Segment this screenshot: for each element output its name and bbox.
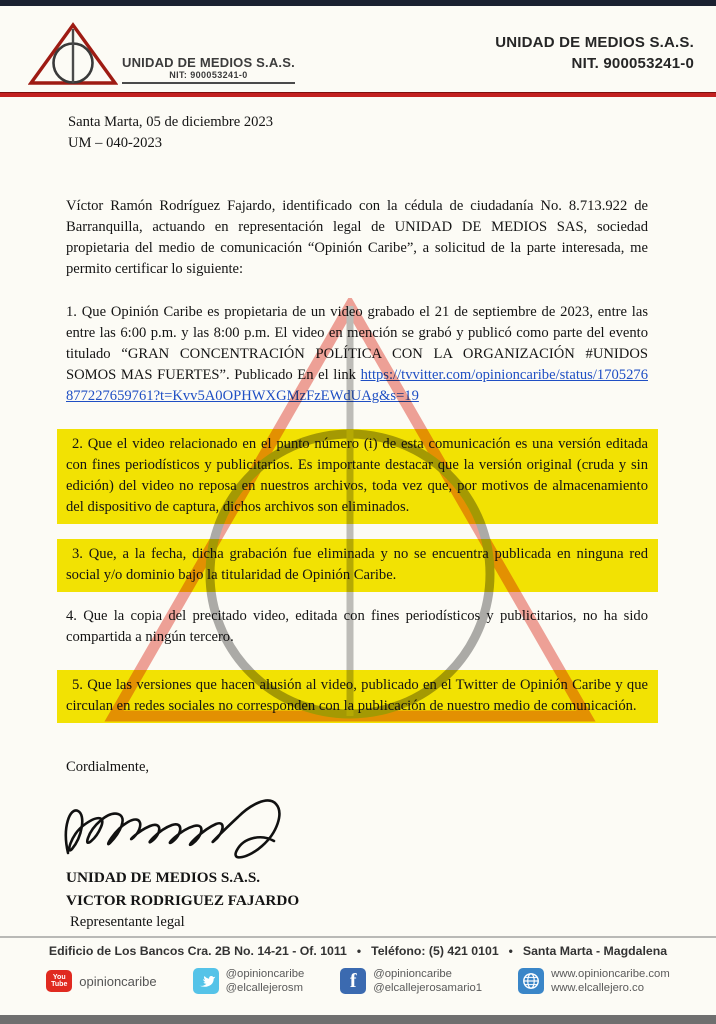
youtube-group <box>46 970 156 992</box>
reference-number: UM – 040-2023 <box>68 135 163 151</box>
youtube-handle: opinioncaribe <box>79 973 157 989</box>
header-rule <box>0 92 716 97</box>
footer-address: Edificio de Los Bancos Cra. 2B No. 14-21 - Of. 1011 <box>48 944 347 958</box>
footer <box>0 944 716 995</box>
twitter-handles: @opinioncaribe @elcallejerosm <box>225 968 305 995</box>
scan-top-edge <box>0 0 716 6</box>
logo-nit: NIT: 900053241-0 <box>169 70 248 80</box>
facebook-group <box>340 967 482 995</box>
tweet-link[interactable]: https://tvvitter.com/opinioncaribe/status/1705276877227659761?t=Kvv5A0OPHWXGMzFzEWdUAg&s=19 <box>66 367 648 404</box>
logo-caption <box>122 55 295 84</box>
letter-body <box>66 112 648 934</box>
logo-company-name: UNIDAD DE MEDIOS S.A.S. <box>122 55 295 70</box>
bullet-separator: • <box>508 944 513 958</box>
website-urls: www.opinioncaribe.com www.elcallejero.co <box>551 968 670 995</box>
certification-item-4: 4. Que la copia del precitado video, editada con fines periodísticos y publicitarios, no ha sido compartida a ningún tercero. <box>66 608 648 646</box>
intro-paragraph: Víctor Ramón Rodríguez Fajardo, identificado con la cédula de ciudadanía No. 8.713.922 de Barranquilla, actuando en representación legal de UNIDAD DE MEDIOS SAS, sociedad propietaria del medio de comunicación “Opinión Caribe”, a solicitud de la parte interesada, me permito certificar lo siguiente: <box>66 198 648 277</box>
certification-item-1: 1. Que Opinión Caribe es propietaria de un video grabado el 21 de septiembre de 2023, entre las entre las 6:00 p.m. y las 8:00 p.m. El video en mención se grabó y publicó como parte del evento titulado “GRAN CONCENTRACIÓN POLÍTICA CON LA ORGANIZACIÓN #UNIDOS SOMOS MAS FUERTES”. Publicado En el link https://tvvitter.com/opinioncaribe/status/1705276877227659761?t=Kvv5A0OPHWXGMzFzEWdUAg&s=19 <box>66 304 648 404</box>
certification-item-2-highlighted: 2. Que el video relacionado en el punto número (i) de esta comunicación es una versión editada con fines periodísticos y publicitarios. Es importante destacar que la versión original (cruda y sin edición) del video no reposa en nuestros archivos, toda vez que, por motivos de almacenamiento del dispositivo de captura, dichos archivos son eliminados. <box>57 429 658 524</box>
twitter-group <box>193 967 305 995</box>
date-line: Santa Marta, 05 de diciembre 2023 <box>68 114 274 130</box>
facebook-handles: @opinioncaribe @elcallejerosamario1 <box>373 968 483 995</box>
footer-social-row <box>0 967 716 995</box>
certification-item-3-highlighted: 3. Que, a la fecha, dicha grabación fue eliminada y no se encuentra publicada en ninguna red social y/o dominio bajo la titularidad de Opinión Caribe. <box>57 539 658 592</box>
website-group <box>518 967 670 995</box>
handwritten-signature <box>60 793 310 867</box>
signer-company: UNIDAD DE MEDIOS S.A.S. <box>66 868 261 886</box>
globe-icon <box>518 968 544 994</box>
bullet-separator: • <box>356 944 362 958</box>
scan-bottom-edge <box>0 1015 716 1024</box>
deathly-hallows-logo-icon <box>28 22 118 86</box>
twitter-icon <box>193 968 219 994</box>
footer-city: Santa Marta - Magdalena <box>522 944 668 958</box>
footer-divider <box>0 936 716 938</box>
youtube-icon: You Tube <box>46 970 72 992</box>
company-nit: NIT. 900053241-0 <box>571 55 694 72</box>
facebook-icon: f <box>340 968 366 994</box>
footer-contact-line <box>0 944 716 958</box>
signer-name: VICTOR RODRIGUEZ FAJARDO <box>66 891 300 909</box>
closing-salutation: Cordialmente, <box>66 759 150 776</box>
letterhead <box>0 14 716 92</box>
footer-phone: Teléfono: (5) 421 0101 <box>371 944 499 958</box>
certification-item-5-highlighted: 5. Que las versiones que hacen alusión al video, publicado en el Twitter de Opinión Caribe y que circulan en redes sociales no corresponden con la publicación de nuestro medio de comunicación. <box>57 670 658 723</box>
signer-role: Representante legal <box>70 914 185 931</box>
company-name: UNIDAD DE MEDIOS S.A.S. <box>495 34 694 51</box>
company-logo-block <box>28 22 295 86</box>
letterhead-right <box>495 32 694 74</box>
